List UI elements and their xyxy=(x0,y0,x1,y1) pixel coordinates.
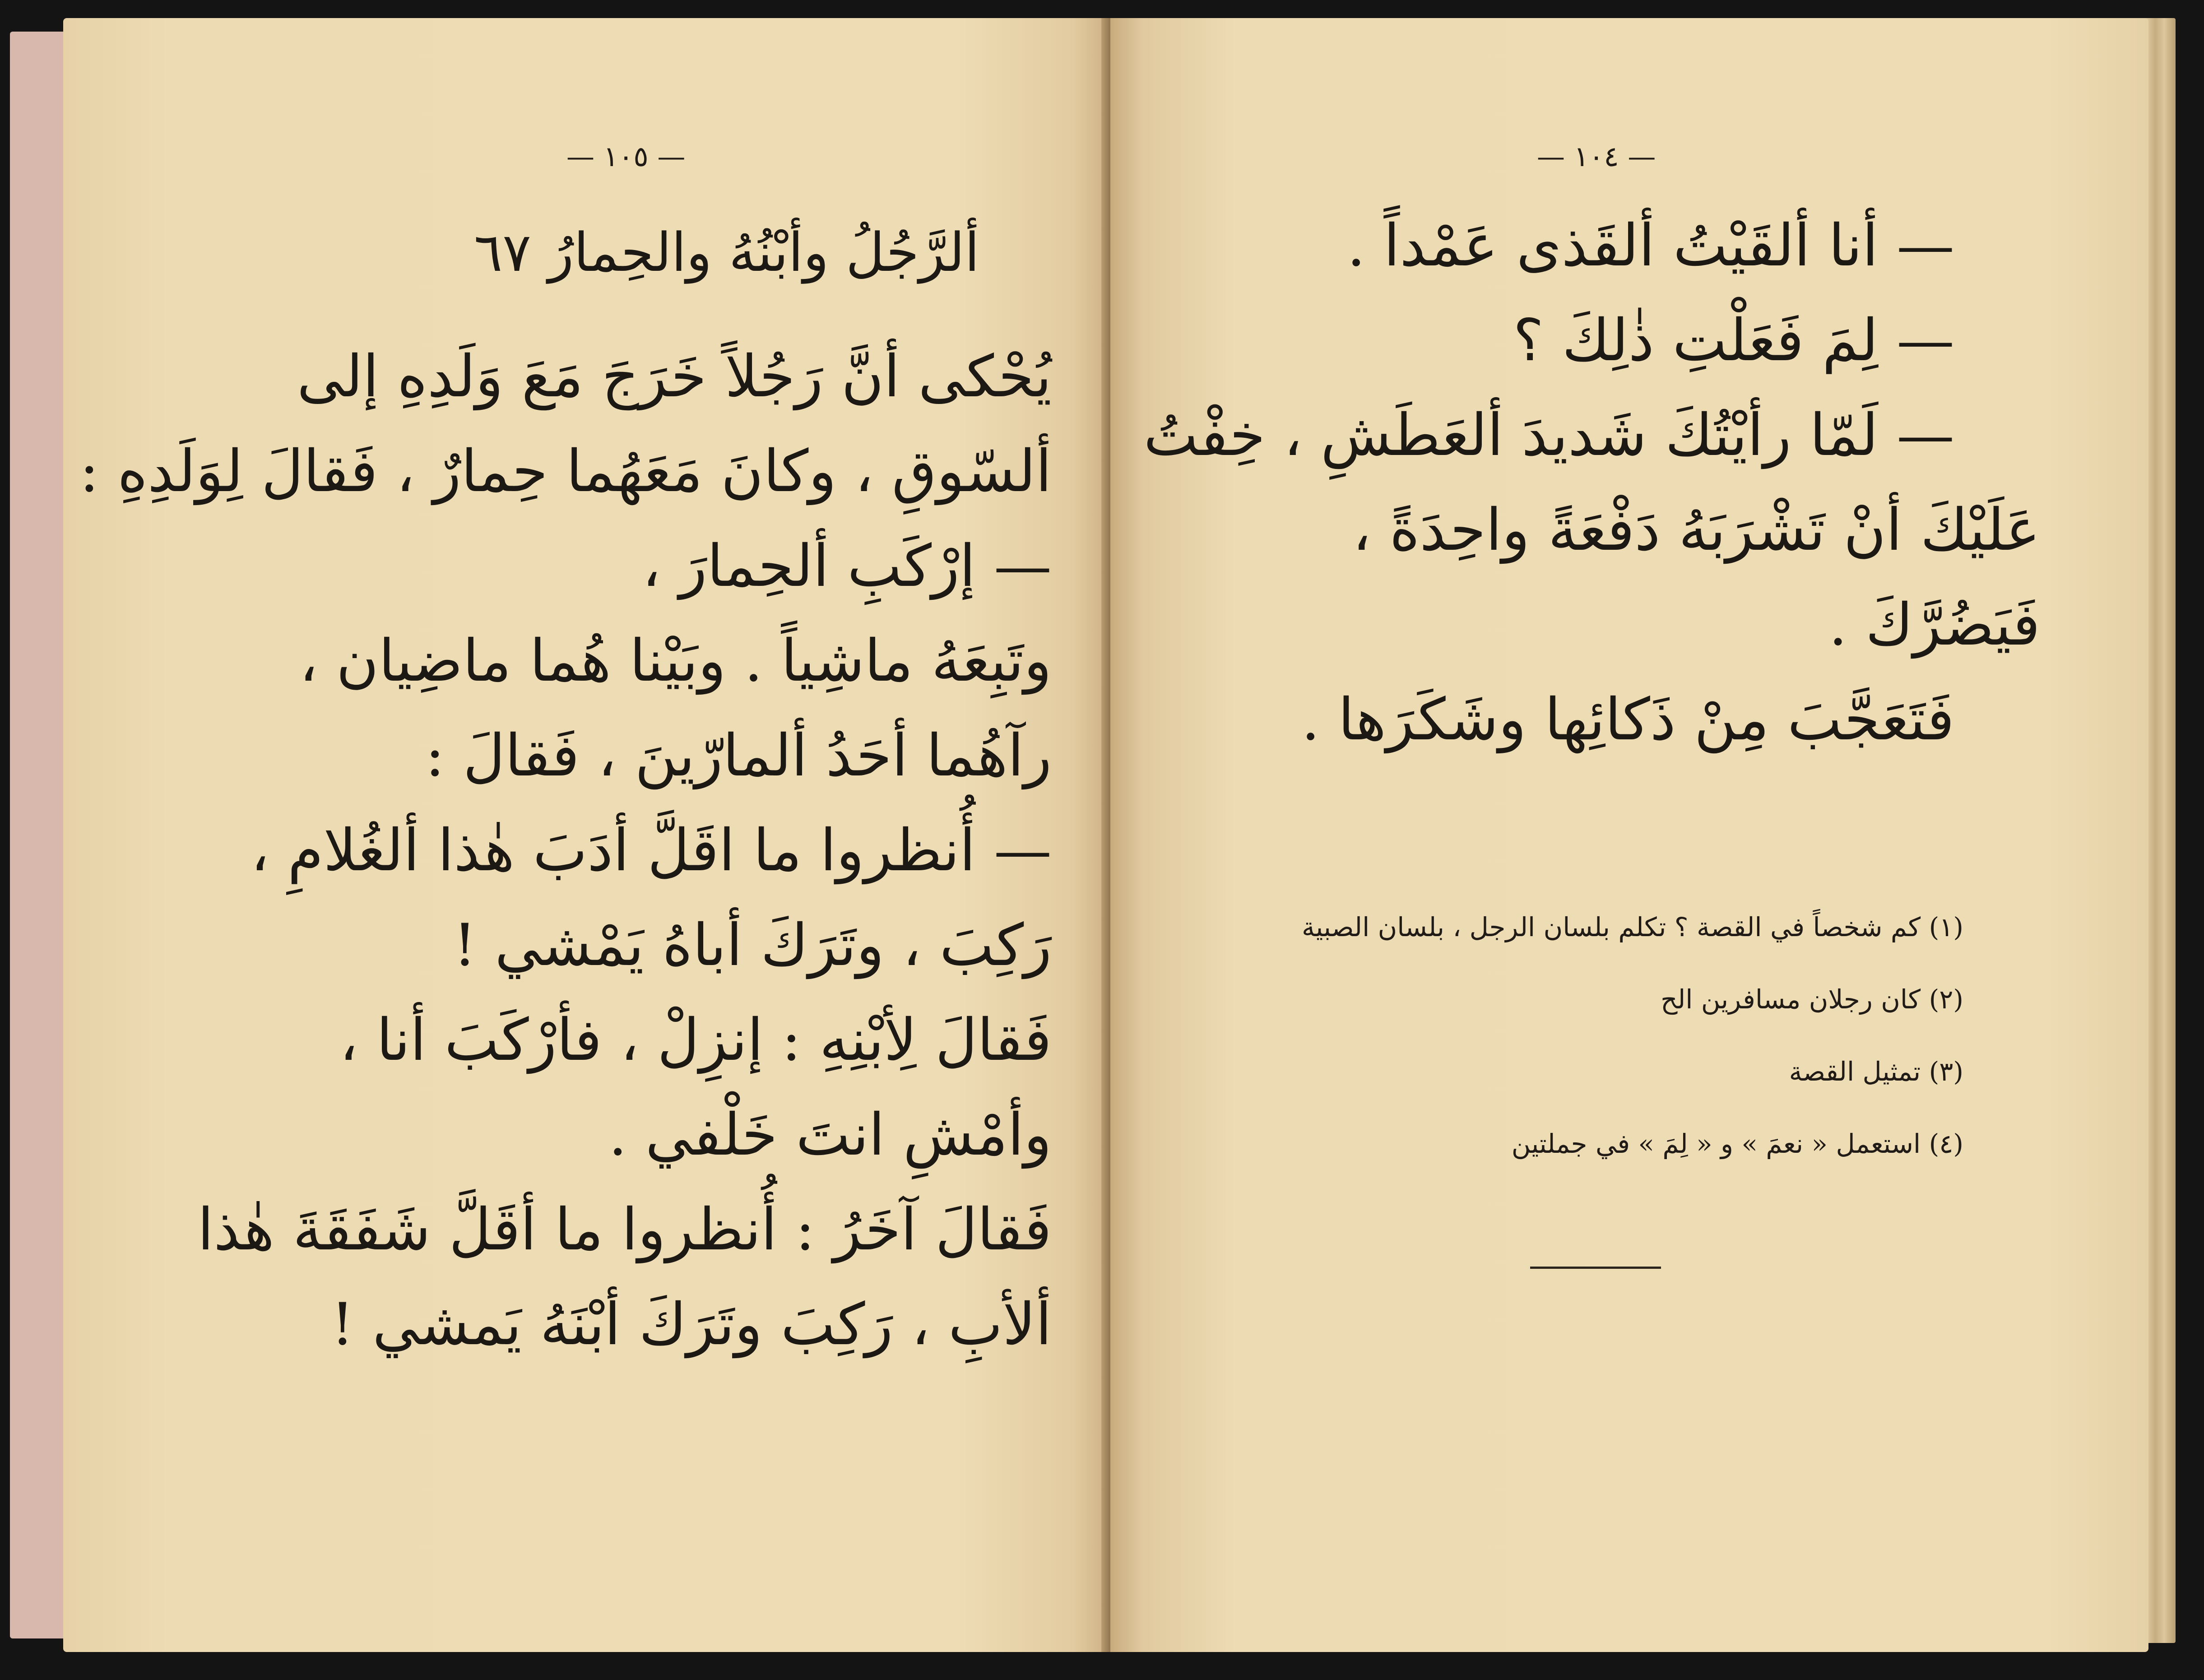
left-line-2: ألسّوقِ ، وكانَ مَعَهُما حِمارٌ ، فَقالَ لِوَلَدِهِ : xyxy=(79,438,1052,505)
left-line-4: وتَبِعَهُ ماشِياً . وبَيْنا هُما ماضِيان ، xyxy=(299,627,1052,695)
left-line-5: رآهُما أحَدُ ألمارّينَ ، فَقالَ : xyxy=(425,722,1052,789)
exercise-4: (٤) استعمل « نعمَ » و « لِمَ » في جملتين xyxy=(1511,1128,1963,1159)
right-line-1: — أنا ألقَيْتُ ألقَذى عَمْداً . xyxy=(1347,212,1954,279)
left-line-3: — إرْكَبِ ألحِمارَ ، xyxy=(642,533,1052,600)
left-line-8: فَقالَ لِأبْنِهِ : إنزِلْ ، فأرْكَبَ أنا ، xyxy=(339,1007,1052,1074)
left-line-10: فَقالَ آخَرُ : أُنظروا ما أقَلَّ شَفَقَةَ هٰذا xyxy=(197,1196,1052,1263)
right-line-2: — لِمَ فَعَلْتِ ذٰلِكَ ؟ xyxy=(1513,307,1954,374)
section-divider-rule xyxy=(1530,1267,1661,1269)
left-line-7: رَكِبَ ، وتَرَكَ أباهُ يَمْشي ! xyxy=(453,912,1052,979)
right-page-number: — ١٠٤ — xyxy=(1537,140,1656,173)
right-line-4: عَلَيْكَ أنْ تَشْرَبَهُ دَفْعَةً واحِدَةً ، xyxy=(1352,497,2040,564)
left-line-6: — أُنظروا ما اقَلَّ أدَبَ هٰذا ألغُلامِ ، xyxy=(251,817,1052,884)
right-line-5: فَيَضُرَّكَ . xyxy=(1828,591,2040,659)
exercise-1: (١) كم شخصاً في القصة ؟ تكلم بلسان الرجل ، بلسان الصبية xyxy=(1302,912,1963,942)
left-page-number: — ١٠٥ — xyxy=(566,140,686,173)
right-page xyxy=(1110,18,2148,1652)
exercise-3: (٣) تمثيل القصة xyxy=(1789,1056,1963,1087)
lesson-heading xyxy=(420,221,979,283)
lesson-title: ألرَّجُلُ وأبْنُهُ والحِمارُ xyxy=(548,221,979,283)
right-line-6: فَتَعَجَّبَ مِنْ ذَكائِها وشَكَرَها . xyxy=(1301,686,1954,753)
lesson-number: ٦٧ xyxy=(474,221,531,283)
right-line-3: — لَمّا رأيْتُكَ شَديدَ ألعَطَشِ ، خِفْتُ xyxy=(1143,402,1954,469)
left-line-9: وأمْشِ انتَ خَلْفي . xyxy=(608,1101,1052,1169)
left-line-1: يُحْكى أنَّ رَجُلاً خَرَجَ مَعَ وَلَدِهِ إلى xyxy=(297,343,1052,410)
exercise-2: (٢) كان رجلان مسافرين الح xyxy=(1661,984,1963,1015)
left-page xyxy=(63,18,1115,1652)
left-line-11: ألأبِ ، رَكِبَ وتَرَكَ أبْنَهُ يَمشي ! xyxy=(331,1291,1052,1358)
